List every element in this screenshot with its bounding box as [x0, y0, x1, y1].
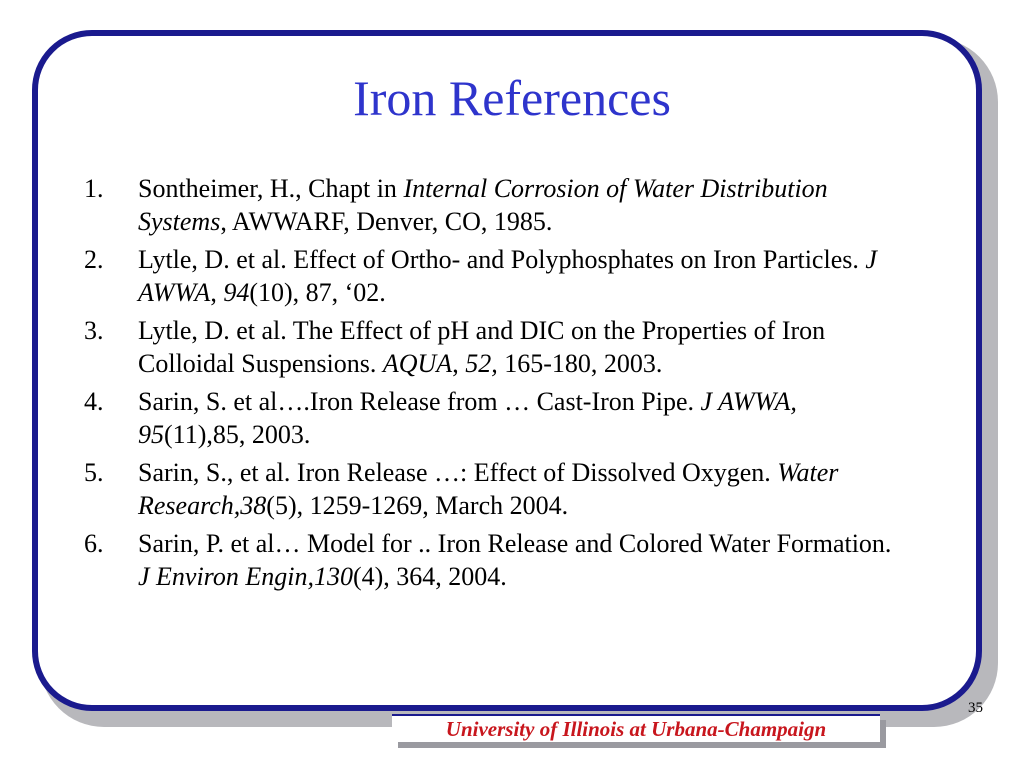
reference-number: 4.: [84, 387, 104, 416]
footer-banner: University of Illinois at Urbana-Champaign: [392, 714, 880, 742]
reference-part: Sontheimer, H., Chapt in: [138, 174, 404, 203]
reference-text: [138, 172, 904, 238]
reference-italic-part: J AWWA, 95: [138, 387, 797, 449]
reference-text: [138, 385, 904, 451]
reference-item: [84, 172, 904, 238]
reference-part: Lytle, D. et al. Effect of Ortho- and Polyphosphates on Iron Particles.: [138, 245, 866, 274]
reference-italic-part: J Environ Engin,130: [138, 562, 353, 591]
slide-title: Iron References: [353, 70, 671, 126]
reference-number: 5.: [84, 458, 104, 487]
reference-item: [84, 314, 904, 380]
reference-part: Sarin, S., et al. Iron Release …: Effect of Dissolved Oxygen.: [138, 458, 778, 487]
reference-italic-part: 94: [223, 278, 250, 307]
reference-part: (4), 364, 2004.: [352, 562, 507, 591]
reference-number: 2.: [84, 245, 104, 274]
reference-number: 6.: [84, 529, 104, 558]
reference-item: [84, 243, 904, 309]
reference-italic-part: AQUA: [382, 349, 453, 378]
reference-number: 3.: [84, 316, 104, 345]
reference-part: (5), 1259-1269, March 2004.: [266, 491, 569, 520]
reference-italic-part: J AWWA: [138, 245, 877, 307]
reference-part: Lytle, D. et al. The Effect of pH and DIC on the Properties of Iron Colloidal Suspensions.: [138, 316, 826, 378]
reference-text: [138, 243, 904, 309]
page-number: 35: [968, 700, 983, 716]
reference-item: [84, 527, 904, 593]
reference-number: 1.: [84, 174, 104, 203]
reference-part: (10), 87, ‘02.: [249, 278, 386, 307]
reference-part: ,: [452, 349, 466, 378]
reference-part: , AWWARF, Denver, CO, 1985.: [220, 207, 553, 236]
reference-part: ,: [210, 278, 224, 307]
reference-item: [84, 385, 904, 451]
reference-item: [84, 456, 904, 522]
reference-part: Sarin, P. et al… Model for .. Iron Release and Colored Water Formation.: [138, 529, 892, 558]
reference-italic-part: Water Research,38: [138, 458, 839, 520]
reference-list: [84, 172, 904, 598]
reference-text: [138, 456, 904, 522]
reference-italic-part: 52,: [465, 349, 498, 378]
reference-part: (11),85, 2003.: [164, 420, 311, 449]
reference-text: [138, 527, 904, 593]
reference-part: 165-180, 2003.: [497, 349, 663, 378]
reference-part: Sarin, S. et al….Iron Release from … Cast-Iron Pipe.: [138, 387, 701, 416]
reference-text: [138, 314, 904, 380]
reference-italic-part: Internal Corrosion of Water Distribution Systems: [138, 174, 828, 236]
